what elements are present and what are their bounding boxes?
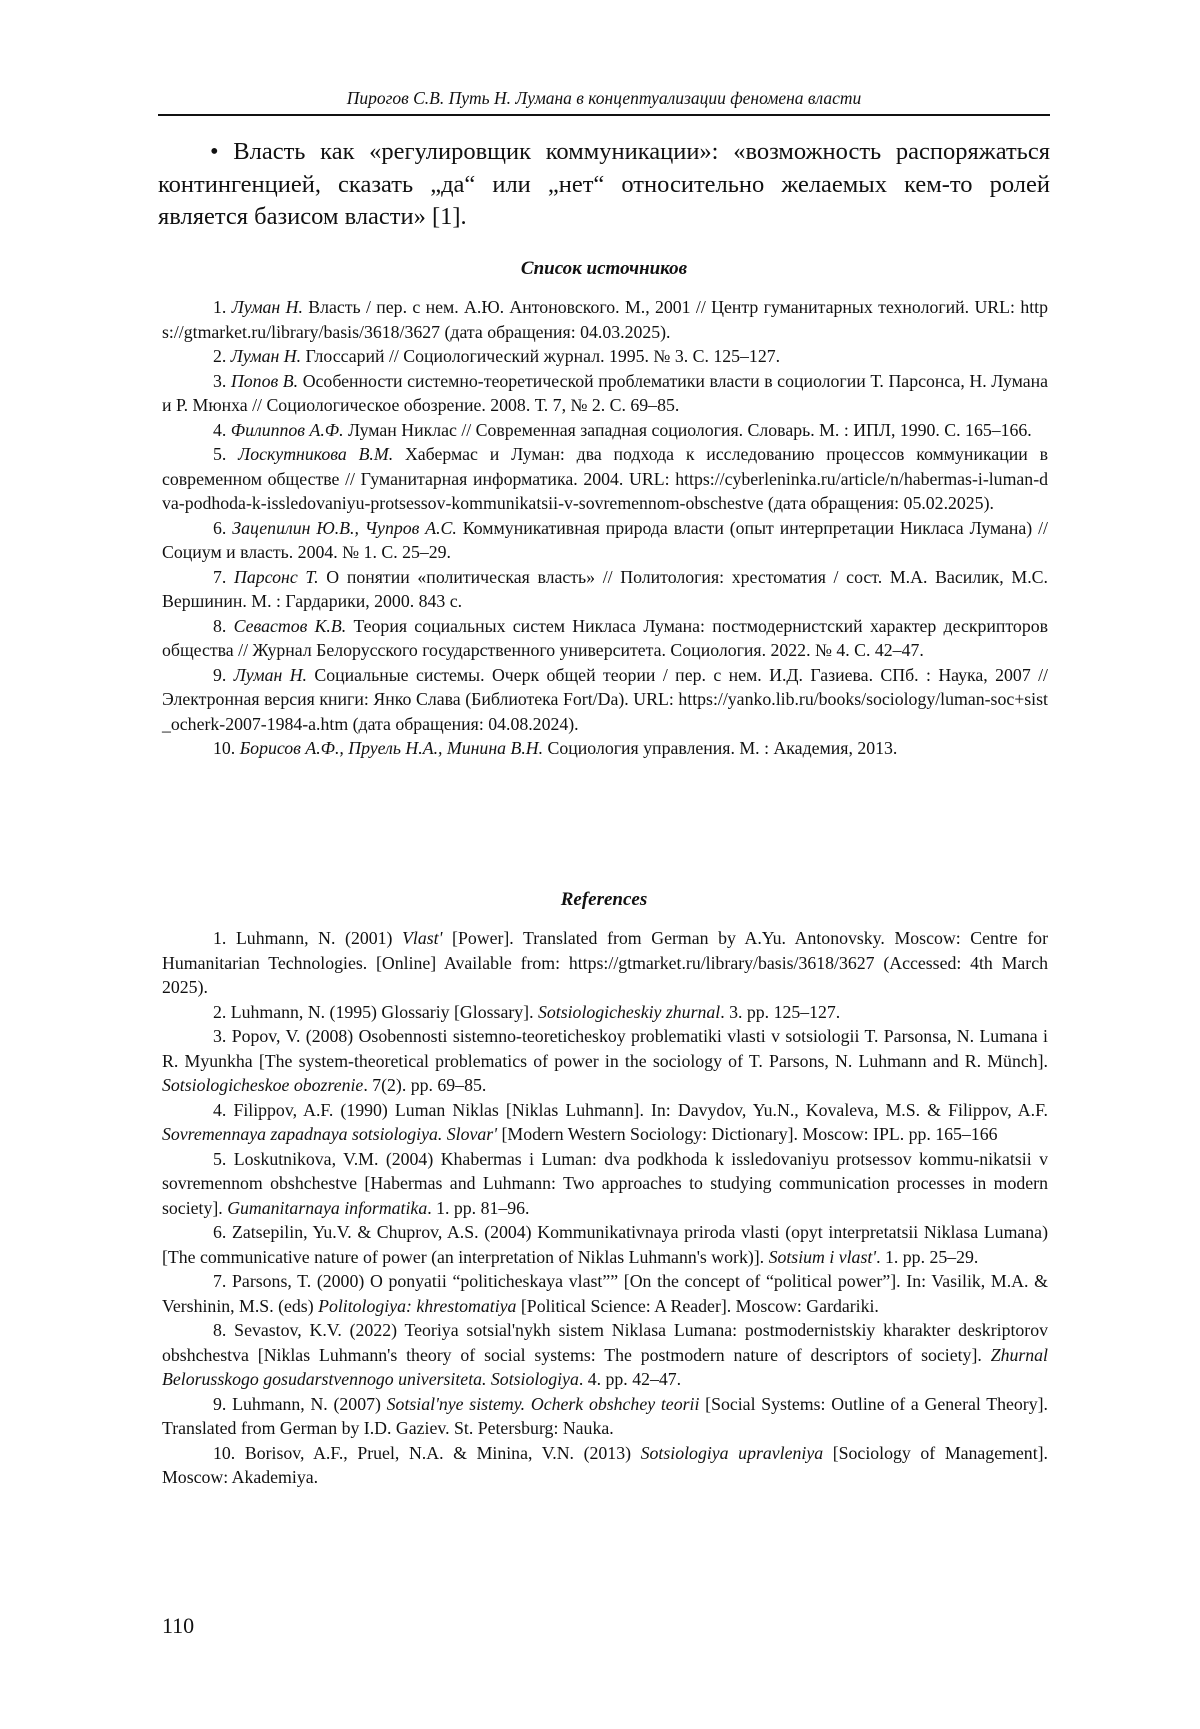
- reference-text: Luhmann, N. (2007): [226, 1393, 387, 1414]
- reference-item: [162, 1147, 1048, 1221]
- source-text: Глоссарий // Социологический журнал. 1995. № 3. С. 125–127.: [301, 346, 781, 366]
- reference-number: 2.: [213, 1001, 227, 1022]
- source-author: Борисов А.Ф., Пруель Н.А., Минина В.Н.: [239, 738, 544, 758]
- reference-item: [162, 1098, 1048, 1147]
- source-item: [162, 663, 1048, 737]
- source-text: Теория социальных систем Никласа Лумана: постмодернистский характер дескрипторов общества // Журнал Белорусского государственного университета. Социология. 2022. № 4. С. 42–47.: [162, 615, 1048, 660]
- sources-list: [162, 295, 1048, 761]
- reference-italic: Sotsiologicheskiy zhurnal: [537, 1001, 721, 1022]
- reference-italic: Sotsium i vlast': [768, 1246, 877, 1267]
- reference-text: Luhmann, N. (1995) Glossariy [Glossary].: [226, 1001, 538, 1022]
- running-head: Пирогов С.В. Путь Н. Лумана в концептуализации феномена власти: [346, 88, 862, 108]
- source-item: [162, 565, 1048, 614]
- source-item: [162, 614, 1048, 663]
- source-text-tail: (дата обращения: 04.08.2024).: [348, 713, 579, 734]
- reference-italic: Politologiya: khrestomatiya: [318, 1295, 517, 1316]
- reference-italic: Vlast': [402, 928, 443, 948]
- reference-text-tail: [Sociology of Management]. Moscow: Akademiya.: [162, 1442, 1049, 1487]
- reference-text-tail: . 1. pp. 81–96.: [427, 1197, 530, 1218]
- source-author: Луман Н.: [230, 346, 302, 366]
- source-author: Луман Н.: [233, 664, 307, 685]
- reference-number: 10.: [213, 1442, 236, 1463]
- reference-text: Parsons, T. (2000) O ponyatii “politicheskaya vlast”” [On the concept of “political power”]. In: Vasilik, M.A. & Vershinin, M.S. (eds): [162, 1271, 1048, 1316]
- source-text-tail: (дата обращения: 04.03.2025).: [440, 321, 671, 342]
- reference-number: 6.: [213, 1222, 227, 1242]
- reference-item: [162, 926, 1048, 1000]
- reference-item: [162, 1000, 1048, 1025]
- source-text: О понятии «политическая власть» // Политология: хрестоматия / сост. М.А. Василик, М.С. Вершинин. М. : Гардарики, 2000. 843 с.: [162, 566, 1048, 611]
- source-url: https://cyberleninka.ru/article/n/habermas-i-luman-dva-podhoda-k-issledovaniyu-protsessov-kommunikatsii-v-sovremennom-obschestve: [162, 468, 1048, 513]
- header-rule: [158, 114, 1050, 116]
- reference-text: Borisov, A.F., Pruel, N.A. & Minina, V.N. (2013): [235, 1442, 641, 1463]
- reference-text: Zatsepilin, Yu.V. & Chuprov, A.S. (2004) Kommunikativnaya priroda vlasti (opyt interpretatsii Niklasa Lumana) [The communicative nature of power (an interpretation of Niklas Luhmann's work)].: [162, 1222, 1048, 1267]
- source-number: 7.: [213, 566, 227, 587]
- reference-item: [162, 1392, 1048, 1441]
- reference-number: 8.: [213, 1320, 227, 1340]
- reference-text-tail: [Modern Western Sociology: Dictionary]. Moscow: IPL. pp. 165–166: [497, 1124, 998, 1144]
- reference-text-tail: [Social Systems: Outline of a General Theory]. Translated from German by I.D. Gaziev. St. Petersburg: Nauka.: [162, 1393, 1048, 1438]
- reference-italic: Gumanitarnaya informatika: [227, 1197, 428, 1218]
- source-author: Лоскутникова В.М.: [238, 444, 394, 464]
- source-author: Луман Н.: [231, 297, 303, 317]
- reference-text-tail: . 4. pp. 42–47.: [578, 1369, 682, 1389]
- source-number: 9.: [213, 664, 227, 685]
- source-author: Севастов К.В.: [233, 615, 347, 636]
- reference-italic: Zhurnal Belorusskogo gosudarstvennogo universiteta. Sotsiologiya: [162, 1344, 1048, 1389]
- source-author: Филиппов А.Ф.: [230, 419, 344, 440]
- reference-number: 3.: [213, 1026, 227, 1046]
- reference-item: [162, 1024, 1048, 1098]
- source-number: 6.: [213, 517, 227, 538]
- source-url: https://gtmarket.ru/library/basis/3618/3627: [162, 297, 1048, 342]
- lead-paragraph: • Власть как «регулировщик коммуникации»: «возможность распоряжаться контингенцией, сказать „да“ или „нет“ относительно желаемых кем-то ролей является базисом власти» [1].: [158, 138, 1050, 230]
- source-number: 8.: [213, 615, 227, 636]
- references-title: References: [560, 889, 648, 910]
- source-number: 5.: [213, 444, 227, 464]
- reference-italic: Sovremennaya zapadnaya sotsiologiya. Slovar': [162, 1124, 498, 1144]
- reference-text: Sevastov, K.V. (2022) Teoriya sotsial'nykh sistem Niklasa Lumana: postmodernistskiy kharakter deskriptorov obshchestva [Niklas Luhmann's theory of social systems: The postmodern nature of descriptors of society].: [162, 1320, 1048, 1365]
- source-item: [162, 344, 1048, 369]
- reference-text: Filippov, A.F. (1990) Luman Niklas [Niklas Luhmann]. In: Davydov, Yu.N., Kovaleva, M.S. & Filippov, A.F.: [226, 1099, 1048, 1120]
- page-number: 110: [162, 1613, 195, 1638]
- reference-number: 9.: [213, 1393, 227, 1414]
- source-url: https://yanko.lib.ru/books/sociology/luman-soc+sist_ocherk-2007-1984-a.htm: [162, 689, 1048, 734]
- source-item: [162, 418, 1048, 443]
- reference-item: [162, 1318, 1048, 1392]
- reference-italic: Sotsiologicheskoe obozrenie: [162, 1075, 364, 1095]
- source-item: [162, 736, 1048, 761]
- reference-number: 7.: [213, 1271, 227, 1291]
- source-author: Зацепилин Ю.В., Чупров А.С.: [232, 517, 457, 538]
- source-item: [162, 442, 1048, 516]
- reference-italic: Sotsiologiya upravleniya: [640, 1442, 824, 1463]
- source-text: Особенности системно-теоретической проблематики власти в социологии Т. Парсонса, Н. Лумана и Р. Мюнха // Социологическое обозрение. 2008. Т. 7, № 2. С. 69–85.: [162, 370, 1049, 415]
- references-list: [162, 926, 1048, 1490]
- source-number: 3.: [213, 370, 227, 391]
- source-text: Социология управления. М. : Академия, 2013.: [543, 738, 898, 758]
- source-number: 1.: [213, 297, 227, 317]
- reference-text-tail: . 7(2). pp. 69–85.: [363, 1075, 487, 1095]
- source-text-tail: (дата обращения: 05.02.2025).: [763, 493, 994, 513]
- reference-text: Loskutnikova, V.M. (2004) Khabermas i Luman: dva podkhoda k issledovaniyu protsessov kommu-nikatsii v sovremennom obshchestve [Habermas and Luhmann: Two approaches to studying communication processes in modern society].: [162, 1148, 1048, 1218]
- source-text: Власть / пер. с нем. А.Ю. Антоновского. М., 2001 // Центр гуманитарных технологий. URL:: [302, 297, 1021, 317]
- reference-text-tail: [Political Science: A Reader]. Moscow: Gardariki.: [516, 1295, 879, 1316]
- source-item: [162, 295, 1048, 344]
- source-author: Попов В.: [230, 370, 299, 391]
- reference-item: [162, 1269, 1048, 1318]
- reference-text-tail: [Power]. Translated from German by A.Yu. Antonovsky. Moscow: Centre for Humanitarian Technologies. [Online] Available from: https://gtmarket.ru/library/basis/3618/3627 (Accessed: 4th March 2025).: [162, 928, 1048, 997]
- source-text: Коммуникативная природа власти (опыт интерпретации Никласа Лумана) // Социум и власть. 2004. № 1. С. 25–29.: [162, 517, 1049, 562]
- reference-number: 5.: [213, 1148, 227, 1169]
- source-author: Парсонс Т.: [234, 566, 319, 587]
- source-item: [162, 369, 1048, 418]
- reference-number: 1.: [213, 928, 227, 948]
- reference-item: [162, 1441, 1048, 1490]
- source-number: 4.: [213, 419, 227, 440]
- reference-text-tail: . 1. pp. 25–29.: [876, 1246, 979, 1267]
- source-text: Хабермас и Луман: два подхода к исследованию процессов коммуникации в современном обществе // Гуманитарная информатика. 2004. URL:: [162, 444, 1048, 489]
- reference-italic: Sotsial'nye sistemy. Ocherk obshchey teorii: [386, 1393, 700, 1414]
- reference-number: 4.: [213, 1099, 227, 1120]
- source-number: 2.: [213, 346, 227, 366]
- source-text: Луман Никлас // Современная западная социология. Словарь. М. : ИПЛ, 1990. С. 165–166.: [343, 419, 1032, 440]
- reference-text-tail: . 3. pp. 125–127.: [720, 1001, 841, 1022]
- source-number: 10.: [213, 738, 236, 758]
- source-item: [162, 516, 1048, 565]
- reference-text: Luhmann, N. (2001): [226, 928, 403, 948]
- sources-title: Список источников: [520, 258, 688, 279]
- source-text: Социальные системы. Очерк общей теории / пер. с нем. И.Д. Газиева. СПб. : Наука, 2007 // Электронная версия книги: Янко Слава (Библиотека Fort/Da). URL:: [162, 664, 1048, 709]
- reference-text: Popov, V. (2008) Osobennosti sistemno-teoreticheskoy problematiki vlasti v sotsiologii T. Parsonsa, N. Lumana i R. Myunkha [The system-theoretical problematics of power in the sociology of T. Parsons, N. Luhmann and R. Münch].: [162, 1026, 1048, 1071]
- reference-item: [162, 1220, 1048, 1269]
